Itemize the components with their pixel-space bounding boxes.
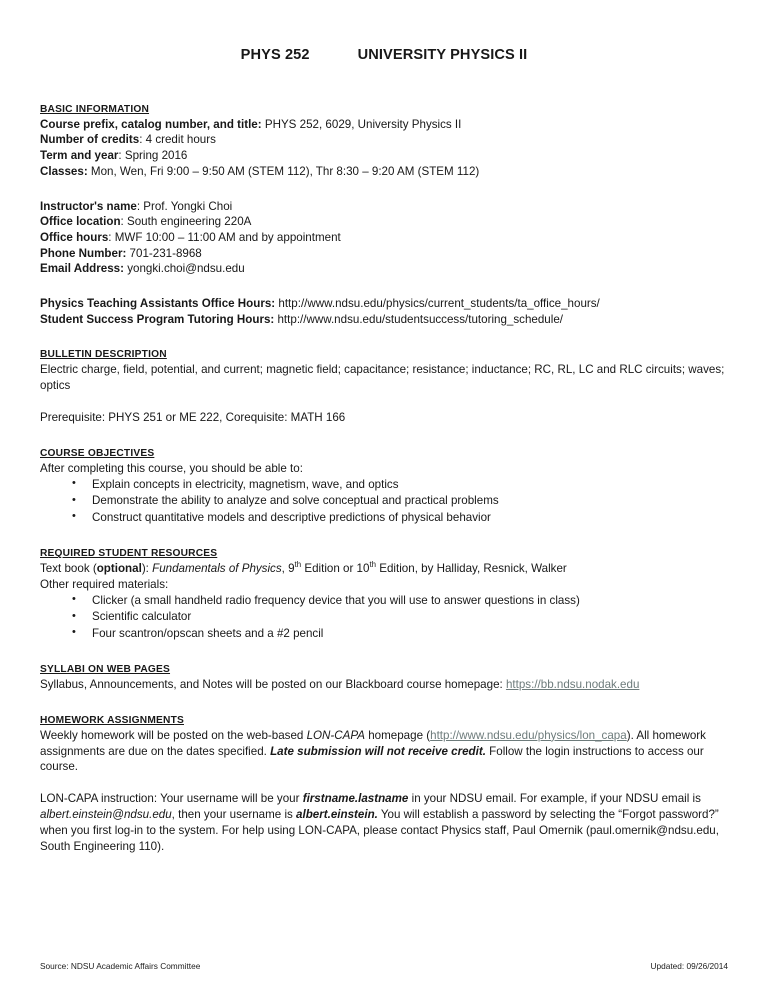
info-row-value: : Spring 2016: [118, 149, 188, 163]
homework-paragraph-1: [40, 728, 728, 776]
info-row-label: Classes:: [40, 164, 88, 178]
blackboard-homepage-link[interactable]: https://bb.ndsu.nodak.edu: [505, 677, 640, 691]
course-objectives-intro: After completing this course, you should be able to:: [40, 461, 303, 475]
lon-capa-homepage-link[interactable]: http://www.ndsu.edu/physics/lon_capa: [430, 728, 627, 742]
hw-p1-part4: Follow the login instructions to access our course.: [40, 744, 704, 774]
ta-office-hours-url: http://www.ndsu.edu/physics/current_students/ta_office_hours/: [275, 297, 600, 311]
spacer: [40, 775, 728, 791]
textbook-edition-part1: , 9: [281, 561, 295, 575]
page-footer: [40, 961, 728, 972]
spacer: [40, 642, 728, 661]
spacer: [40, 277, 728, 296]
tutoring-hours-row: [40, 312, 728, 328]
info-row: [40, 117, 728, 133]
instructor-row-value: : MWF 10:00 – 11:00 AM and by appointment: [108, 230, 341, 244]
info-row-value: Mon, Wen, Fri 9:00 – 9:50 AM (STEM 112), Thr 8:30 – 9:20 AM (STEM 112): [87, 164, 480, 178]
heading-bulletin-description: BULLETIN DESCRIPTION: [40, 349, 167, 361]
spacer: [40, 394, 728, 410]
instructor-row-value: 701-231-8968: [126, 246, 202, 260]
info-row-value: PHYS 252, 6029, University Physics II: [261, 117, 462, 131]
tutoring-hours-label: Student Success Program Tutoring Hours:: [40, 312, 275, 326]
spacer: [40, 526, 728, 545]
instructor-row: [40, 230, 728, 246]
ta-office-hours-row: [40, 296, 728, 312]
section-bulletin-description: [40, 346, 728, 426]
instructor-row-value: : South engineering 220A: [120, 215, 252, 229]
homework-paragraph-2: [40, 791, 728, 855]
list-item: • Four scantron/opscan sheets and a #2 pencil: [40, 626, 728, 642]
list-item: • Scientific calculator: [40, 609, 728, 625]
footer-updated: Updated: 09/26/2014: [650, 960, 728, 971]
spacer: [40, 426, 728, 445]
textbook-title: Fundamentals of Physics: [152, 561, 282, 575]
hw-p2-username-format: firstname.lastname: [302, 792, 409, 806]
section-course-objectives: [40, 445, 728, 526]
info-row: [40, 164, 728, 180]
info-row: [40, 132, 728, 148]
hw-p1-part1: Weekly homework will be posted on the web-based: [40, 728, 307, 742]
heading-basic-information: BASIC INFORMATION: [40, 103, 150, 115]
list-item: • Explain concepts in electricity, magnetism, wave, and optics: [40, 477, 728, 493]
list-item: • Clicker (a small handheld radio frequency device that you will use to answer questions in class): [40, 593, 728, 609]
section-syllabi-on-web-pages: [40, 661, 728, 693]
hw-p2-part1: LON-CAPA instruction: Your username will be your: [40, 792, 303, 806]
textbook-optional-label: optional: [96, 561, 142, 575]
instructor-row-label: Phone Number:: [40, 246, 127, 260]
hw-p2-part2: in your NDSU email. For example, if your NDSU email is: [408, 792, 701, 806]
info-row-label: Number of credits: [40, 133, 140, 147]
hw-p2-part3: , then your username is: [171, 808, 297, 822]
page-title-course-name: UNIVERSITY PHYSICS II: [357, 47, 528, 63]
instructor-row-label: Office location: [40, 215, 121, 229]
heading-syllabi-on-web-pages: SYLLABI ON WEB PAGES: [40, 664, 171, 676]
textbook-ordinal-suffix: th: [369, 560, 377, 570]
hw-p1-loncapa-italic: LON-CAPA: [306, 728, 366, 742]
spacer: [40, 66, 728, 85]
info-row-value: : 4 credit hours: [139, 133, 216, 147]
textbook-line: [40, 561, 728, 577]
hw-p2-part4: You will establish a password by selecting the “Forgot password?” when you first log-in to the system. For help using LON-CAPA, please contact Physics staff, Paul Omernik (paul.omernik@ndsu.edu, South Engineering 110).: [40, 808, 719, 853]
instructor-row-label: Instructor's name: [40, 199, 137, 213]
textbook-prefix: Text book (: [40, 561, 97, 575]
syllabi-body-text: Syllabus, Announcements, and Notes will be posted on our Blackboard course homepage:: [40, 677, 506, 691]
hw-p1-part2: homepage (: [365, 728, 431, 742]
ta-office-hours-label: Physics Teaching Assistants Office Hours:: [40, 297, 276, 311]
info-row: [40, 148, 728, 164]
spacer: [40, 693, 728, 712]
list-item: • Construct quantitative models and descriptive predictions of physical behavior: [40, 510, 728, 526]
textbook-after-optional: ):: [141, 561, 153, 575]
spacer: [40, 327, 728, 346]
heading-required-student-resources: REQUIRED STUDENT RESOURCES: [40, 548, 218, 560]
hw-p1-part3: ). All homework assignments are due on the dates specified.: [40, 728, 706, 758]
hw-p1-late-submission-warning: Late submission will not receive credit.: [270, 744, 486, 758]
textbook-ordinal-suffix: th: [294, 560, 302, 570]
heading-course-objectives: COURSE OBJECTIVES: [40, 447, 155, 459]
instructor-email-value: yongki.choi@ndsu.edu: [123, 262, 245, 276]
textbook-edition-part3: Edition, by Halliday, Resnick, Walker: [376, 561, 567, 575]
instructor-row-label: Email Address:: [40, 262, 124, 276]
required-materials-list: [40, 593, 728, 642]
textbook-edition-part2: Edition or 10: [301, 561, 370, 575]
footer-source: Source: NDSU Academic Affairs Committee: [40, 960, 201, 971]
instructor-row-label: Office hours: [40, 230, 109, 244]
other-materials-label: Other required materials:: [40, 577, 169, 591]
page-title: [40, 0, 728, 66]
instructor-row: [40, 246, 728, 262]
spacer: [40, 85, 728, 101]
syllabi-body: [40, 677, 728, 693]
hw-p2-example-email: albert.einstein@ndsu.edu: [40, 808, 172, 822]
list-item: • Demonstrate the ability to analyze and solve conceptual and practical problems: [40, 493, 728, 509]
course-objectives-list: [40, 477, 728, 526]
info-row-label: Term and year: [40, 149, 119, 163]
spacer: [40, 180, 728, 199]
instructor-row-value: : Prof. Yongki Choi: [136, 199, 233, 213]
page-title-course-code: PHYS 252: [240, 47, 310, 63]
section-homework-assignments: [40, 712, 728, 855]
tutoring-hours-url: http://www.ndsu.edu/studentsuccess/tutoring_schedule/: [274, 312, 563, 326]
info-row-label: Course prefix, catalog number, and title:: [40, 117, 262, 131]
bulletin-description-body: Electric charge, field, potential, and current; magnetic field; capacitance; resistance; inductance; RC, RL, LC and RLC circuits; waves; optics: [40, 363, 725, 393]
section-required-student-resources: [40, 545, 728, 642]
prerequisite-line: Prerequisite: PHYS 251 or ME 222, Corequisite: MATH 166: [40, 411, 346, 425]
instructor-row: [40, 199, 728, 215]
hw-p2-example-username: albert.einstein.: [296, 808, 378, 822]
instructor-row: [40, 214, 728, 230]
heading-homework-assignments: HOMEWORK ASSIGNMENTS: [40, 714, 184, 726]
instructor-row-email: [40, 261, 728, 277]
section-basic-information: [40, 101, 728, 328]
